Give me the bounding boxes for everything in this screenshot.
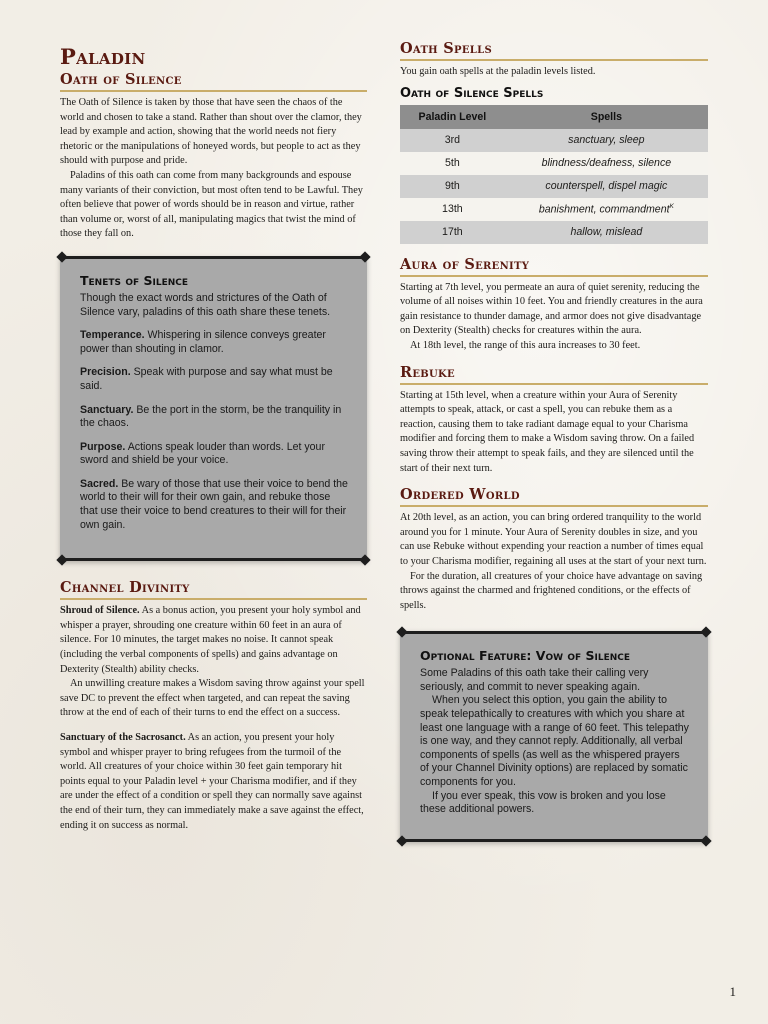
tenet-temperance: Temperance. Whispering in silence conveys greater power than shouting in clamor. [80,329,326,355]
vow-paragraph-2: When you select this option, you gain the ability to speak telepathically to creatures with which you share at least one language with a range of 60 feet. This telepathy is one way, and they cannot reply. Additionally, all verbal components of spells (as well as the whispered prayers of your Channel Divinity options) are replaced by somatic components for you. [420,694,689,789]
tenets-heading: Tenets of Silence [80,272,188,288]
oath-heading: Oath of Silence [60,71,367,92]
tenets-intro: Though the exact words and strictures of the Oath of Silence vary, paladins of this oath share these tenets. [80,291,331,318]
ordered-world-heading: Ordered World [400,486,708,507]
right-column [400,40,708,842]
aura-paragraph-1: Starting at 7th level, you permeate an aura of quiet serenity, reducing the volume of all noises within 10 feet. You and friendly creatures in the aura gain resistance to thunder damage, and armor does not give disadvantage on Dexterity (Stealth) checks for creatures within the aura. [400,281,703,337]
vow-paragraph-3: If you ever speak, this vow is broken and you lose these additional powers. [420,789,666,816]
vow-heading: Optional Feature: Vow of Silence [420,648,631,664]
spells-table-heading: Oath of Silence Spells [400,85,544,101]
tenet-precision: Precision. Speak with purpose and say what must be said. [80,366,333,392]
vow-paragraph-1: Some Paladins of this oath take their calling very seriously, and commit to never speaking again. [420,667,649,693]
ordered-paragraph-2: For the duration, all creatures of your choice have advantage on saving throws against the charmed and frightened conditions, or the effects of spells. [400,570,703,611]
shroud-paragraph-2: An unwilling creature makes a Wisdom saving throw against your spell save DC to prevent the effect when targeted, and can repeat the saving throw at the end of each of their turns to end the effect on a success. [60,678,365,719]
intro-paragraph-2: Paladins of this oath can come from many backgrounds and espouse many variants of their conviction, but most often tend to be Lawful. They often believe that power of words should be in reason and virtue, rather than volume or, worst of all, manipulating magics that twist the mind of those they fall on. [60,169,363,240]
rebuke-paragraph: Starting at 15th level, when a creature within your Aura of Serenity attempts to speak, attack, or cast a spell, you can rebuke them as a reaction, causing them to take radiant damage equal to your Charisma modifier and forcing them to make a Wisdom saving throw. On a failed saving throw their attempt to speak fails, and they are silenced until the start of their next turn. [400,389,695,474]
table-row: 17th hallow, mislead [400,221,708,244]
channel-divinity-heading: Channel Divinity [60,579,367,600]
oath-spells-text: You gain oath spells at the paladin levels listed. [400,66,596,77]
table-row: 3rd sanctuary, sleep [400,129,708,152]
table-header-spells: Spells [505,105,708,129]
vow-sidebar [400,631,708,842]
aura-paragraph-2: At 18th level, the range of this aura increases to 30 feet. [410,339,641,351]
table-row: 13th banishment, commandment$^K$ [400,198,708,221]
tenet-sanctuary: Sanctuary. Be the port in the storm, be the tranquility in the chaos. [80,403,342,430]
tenet-purpose: Purpose. Actions speak louder than words. Let your sword and shield be your voice. [80,440,325,467]
spells-table [400,105,708,244]
left-column [60,40,367,833]
rebuke-heading: Rebuke [400,364,708,385]
sacrosanct-paragraph: Sanctuary of the Sacrosanct. As an action, you present your holy symbol and whisper prayer to bring refugees from the turmoil of the world. All creatures of your choice within 30 feet gain temporary hit points equal to your Paladin level + your Charisma modifier, and if they are under the effect of a condition or spell they can normally save against the end of their turn, they can immediately make a save against the effect, ending it on success as normal. [60,732,364,831]
page-number: 1 [729,984,736,999]
table-row: 9th counterspell, dispel magic [400,175,708,198]
tenet-sacred: Sacred. Be wary of those that use their voice to bend the world to their will for their own gain, and rebuke those that use their voice to bend creatures to their will for their own gain. [80,477,348,531]
page-title: Paladin [60,44,146,69]
intro-paragraph-1: The Oath of Silence is taken by those that have seen the chaos of the world and chosen to take a stand. Rather than shout over the clamor, they lead by example and action, showing that the world needs not fiery rhetoric or the manipulations of honeyed words, but people to act as they should with purpose and pride. [60,97,362,167]
ordered-paragraph-1: At 20th level, as an action, you can bring ordered tranquility to the world around you for 1 minute. Your Aura of Serenity doubles in size, and you can use Rebuke without expending your reaction a number of times equal to your Charisma modifier, regaining all uses at the start of your next turn. [400,512,707,567]
tenets-sidebar [60,256,367,561]
shroud-paragraph: Shroud of Silence. As a bonus action, you present your holy symbol and whisper a prayer, shrouding one creature within 60 feet in an aura of silence. For 10 minutes, the target makes no noise. It cannot speak (including the verbal components of spells) and gains advantage on Dexterity (Stealth) ability checks. [60,605,361,675]
table-header-level: Paladin Level [400,105,505,129]
oath-spells-heading: Oath Spells [400,40,708,61]
table-row: 5th blindness/deafness, silence [400,152,708,175]
aura-heading: Aura of Serenity [400,256,708,277]
